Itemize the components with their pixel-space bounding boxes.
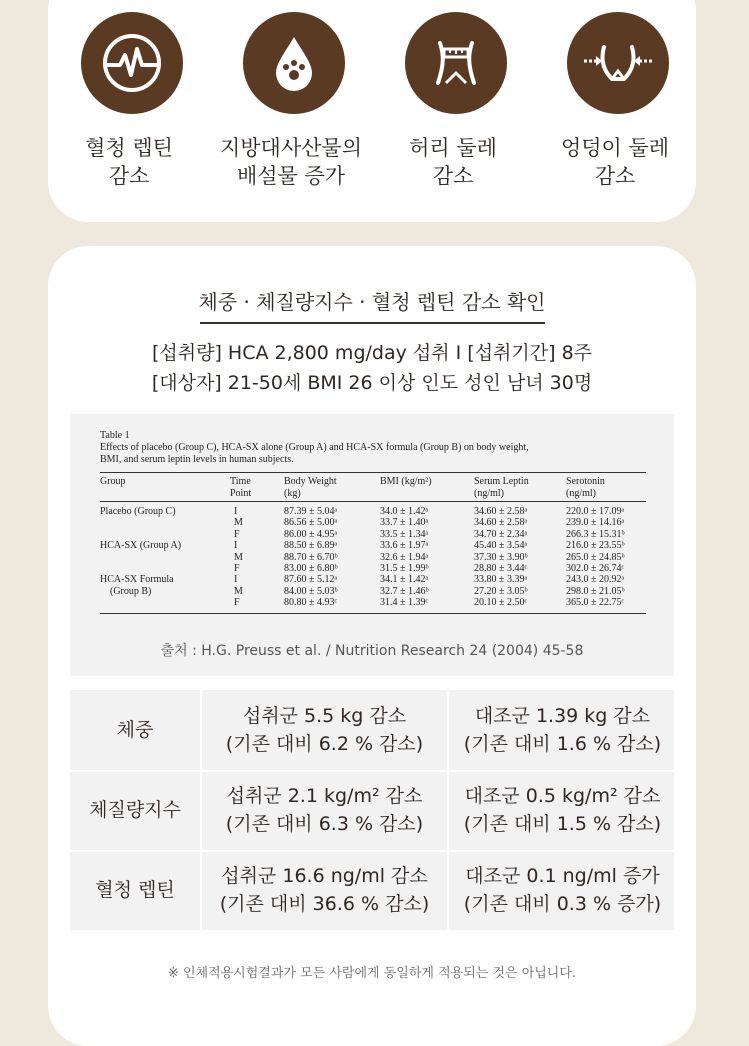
table-caption-line-1: Effects of placebo (Group C), HCA-SX alone (Group A) and HCA-SX formula (Group B) on body weight, — [100, 442, 529, 453]
benefit-hip — [534, 12, 696, 190]
cell-serotonin: 243.0 ± 20.92ᵃ — [566, 574, 625, 586]
disclaimer-note: ※ 인체적용시험결과가 모든 사람에게 동일하게 적용되는 것은 아닙니다. — [167, 966, 577, 981]
cell-serum-leptin: 34.60 ± 2.58ᵃ — [474, 506, 528, 517]
cell-body-weight: 83.00 ± 6.80ᵇ — [284, 562, 338, 574]
treatment-result: 섭취군 5.5 kg 감소 (기존 대비 6.2 % 감소) — [200, 690, 447, 770]
cell-bmi: 31.4 ± 1.39ᶜ — [380, 597, 429, 609]
cell-group: Placebo (Group C) — [100, 506, 176, 517]
hip-arrows-icon — [567, 12, 669, 114]
cell-bmi: 34.1 ± 1.42ᵃ — [380, 574, 429, 586]
table-row — [100, 529, 646, 540]
cell-time-point: I — [234, 540, 238, 552]
waist-tape-icon — [405, 12, 507, 114]
cell-time-point: I — [234, 506, 238, 517]
source-citation: 출처 : H.G. Preuss et al. / Nutrition Research 24 (2004) 45-58 — [160, 643, 584, 659]
cell-time-point: F — [234, 562, 240, 574]
cell-bmi: 33.6 ± 1.97ᵃ — [380, 540, 429, 552]
cell-serum-leptin: 20.10 ± 2.50ᶜ — [474, 597, 528, 609]
cell-body-weight: 87.60 ± 5.12ᵃ — [284, 574, 338, 586]
cell-time-point: F — [234, 597, 240, 609]
table-header — [100, 473, 646, 502]
comparison-row-weight — [70, 690, 674, 772]
table-row — [100, 506, 646, 517]
cell-body-weight: 88.50 ± 6.89ᵃ — [284, 540, 338, 552]
title-divider — [200, 322, 545, 324]
table-row — [100, 597, 646, 608]
table-row — [100, 586, 646, 597]
cell-bmi: 31.5 ± 1.99ᵇ — [380, 562, 429, 574]
cell-body-weight: 84.00 ± 5.03ᵇ — [284, 585, 338, 597]
cell-serum-leptin: 28.80 ± 3.44ᶜ — [474, 562, 528, 574]
header-bmi: BMI (kg/m²) — [380, 476, 432, 487]
cell-serum-leptin: 45.40 ± 3.54ᵃ — [474, 540, 528, 552]
cell-bmi: 34.0 ± 1.42ᵃ — [380, 506, 429, 517]
benefit-label: 혈청 렙틴 감소 — [85, 136, 173, 188]
header-time-point: Time Point — [230, 476, 252, 499]
cell-serum-leptin: 37.30 ± 3.90ᵇ — [474, 551, 528, 563]
cell-body-weight: 86.00 ± 4.95ᵃ — [284, 528, 338, 540]
row-label: 혈청 렙틴 — [95, 879, 175, 901]
study-subjects: [대상자] 21-50세 BMI 26 이상 인도 성인 남녀 30명 — [151, 372, 593, 394]
cell-time-point: F — [234, 528, 240, 540]
study-intake: [섭취량] HCA 2,800 mg/day 섭취 I [섭취기간] 8주 — [151, 342, 593, 364]
paper-table — [100, 430, 646, 614]
cell-serotonin: 266.3 ± 15.31ᵇ — [566, 528, 625, 540]
study-card — [48, 246, 696, 1046]
benefit-fat-excretion — [210, 12, 372, 190]
cell-serum-leptin: 34.70 ± 2.34ᵃ — [474, 528, 528, 540]
comparison-row-bmi — [70, 770, 674, 852]
table-row — [100, 563, 646, 574]
cell-serotonin: 298.0 ± 21.05ᵇ — [566, 585, 625, 597]
benefit-label: 엉덩이 둘레 감소 — [560, 136, 670, 188]
benefit-serum-leptin — [48, 12, 210, 190]
cell-body-weight: 80.80 ± 4.93ᶜ — [284, 597, 338, 609]
table-row — [100, 540, 646, 551]
header-body-weight: Body Weight (kg) — [284, 476, 337, 499]
table-row — [100, 574, 646, 585]
cell-serotonin: 265.0 ± 24.85ᵇ — [566, 551, 625, 563]
cell-group: (Group B) — [110, 585, 152, 597]
cell-serotonin: 365.0 ± 22.75ᶜ — [566, 597, 625, 609]
control-result: 대조군 0.5 kg/m² 감소 (기존 대비 1.5 % 감소) — [447, 770, 676, 850]
cell-bmi: 32.7 ± 1.46ᵇ — [380, 585, 429, 597]
cell-group: HCA-SX (Group A) — [100, 540, 182, 552]
table-row — [100, 552, 646, 563]
table-row — [100, 517, 646, 528]
benefits-card — [48, 0, 696, 222]
cell-time-point: M — [234, 585, 243, 597]
cell-body-weight: 86.56 ± 5.00ᵃ — [284, 517, 338, 529]
control-result: 대조군 1.39 kg 감소 (기존 대비 1.6 % 감소) — [447, 690, 676, 770]
cell-time-point: M — [234, 551, 243, 563]
cell-bmi: 33.7 ± 1.40ᵃ — [380, 517, 429, 529]
cell-serum-leptin: 27.20 ± 3.05ᵇ — [474, 585, 528, 597]
cell-bmi: 33.5 ± 1.34ᵃ — [380, 528, 429, 540]
header-serum-leptin: Serum Leptin (ng/ml) — [474, 476, 529, 499]
header-serotonin: Serotonin (ng/ml) — [566, 476, 605, 499]
cell-group: HCA-SX Formula — [100, 574, 174, 586]
comparison-row-leptin — [70, 850, 674, 930]
comparison-table — [70, 690, 674, 930]
cell-time-point: M — [234, 517, 243, 529]
row-label: 체중 — [116, 719, 154, 741]
row-label: 체질량지수 — [89, 799, 181, 821]
paper-table-box — [70, 414, 674, 676]
fat-drop-icon — [243, 12, 345, 114]
heartbeat-icon — [81, 12, 183, 114]
benefit-label: 지방대사산물의 배설물 증가 — [219, 136, 362, 188]
cell-time-point: I — [234, 574, 238, 586]
control-result: 대조군 0.1 ng/ml 증가 (기존 대비 0.3 % 증가) — [447, 850, 676, 930]
cell-body-weight: 87.39 ± 5.04ᵃ — [284, 506, 338, 517]
cell-serum-leptin: 34.60 ± 2.58ᵃ — [474, 517, 528, 529]
table-body — [100, 502, 646, 613]
benefit-waist — [372, 12, 534, 190]
table-caption-number: Table 1 — [100, 430, 130, 441]
study-info — [48, 338, 696, 398]
results-table — [100, 472, 646, 614]
cell-body-weight: 88.70 ± 6.70ᵇ — [284, 551, 338, 563]
header-group: Group — [100, 476, 126, 487]
cell-serotonin: 302.0 ± 26.74ᶜ — [566, 562, 625, 574]
cell-serotonin: 220.0 ± 17.09ᵃ — [566, 506, 625, 517]
study-title: 체중 · 체질량지수 · 혈청 렙틴 감소 확인 — [198, 290, 546, 314]
benefit-icons — [48, 12, 696, 190]
cell-bmi: 32.6 ± 1.94ᵃ — [380, 551, 429, 563]
benefit-label: 허리 둘레 감소 — [409, 136, 497, 188]
cell-serotonin: 239.0 ± 14.16ᵃ — [566, 517, 625, 529]
cell-serum-leptin: 33.80 ± 3.39ᵃ — [474, 574, 528, 586]
treatment-result: 섭취군 2.1 kg/m² 감소 (기존 대비 6.3 % 감소) — [200, 770, 447, 850]
table-caption-line-2: BMI, and serum leptin levels in human subjects. — [100, 454, 294, 465]
cell-serotonin: 216.0 ± 23.55ᵇ — [566, 540, 625, 552]
treatment-result: 섭취군 16.6 ng/ml 감소 (기존 대비 36.6 % 감소) — [200, 850, 447, 930]
